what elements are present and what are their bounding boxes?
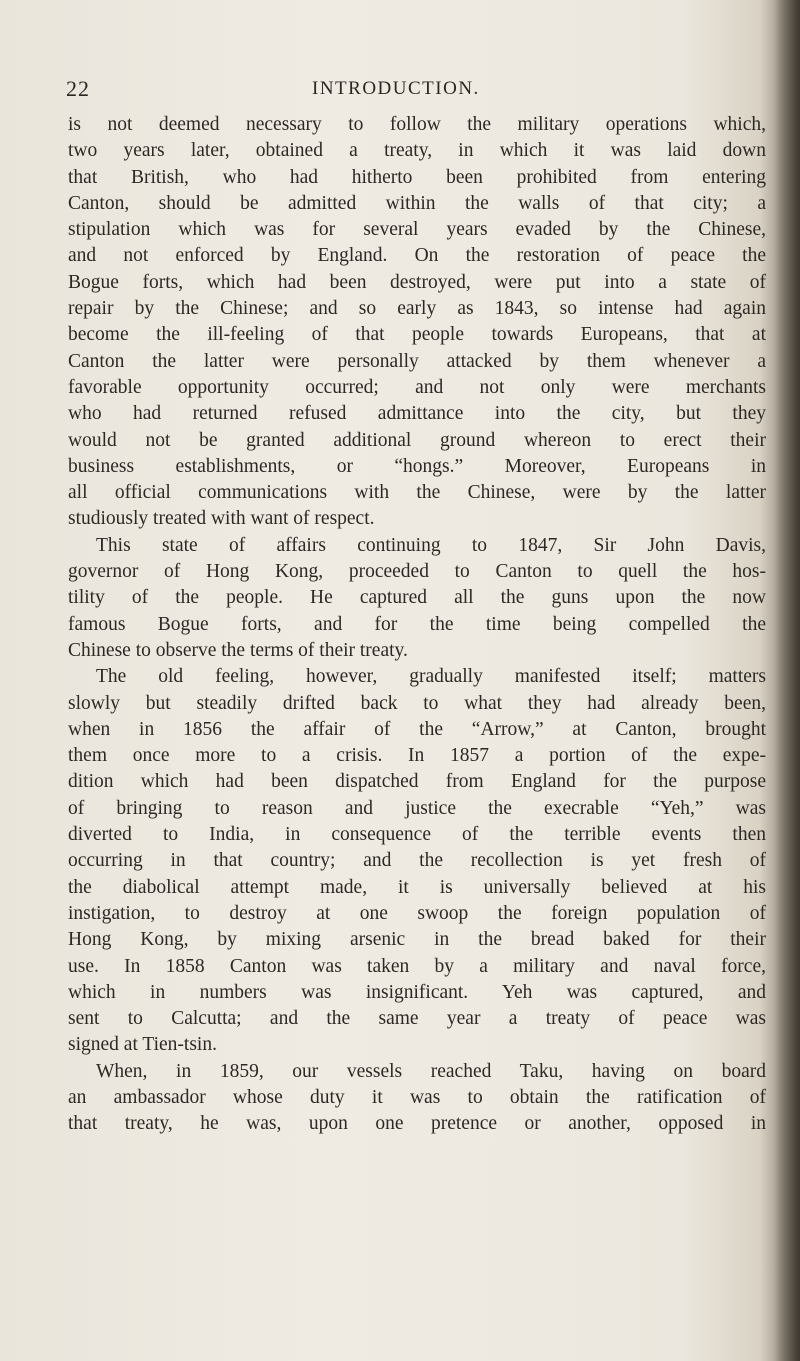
text-line: Canton, should be admitted within the walls of that city; a bbox=[68, 192, 766, 214]
text-line: dition which had been dispatched from England for the purpose bbox=[68, 771, 766, 793]
text-line: which in numbers was insignificant. Yeh was captured, and bbox=[68, 981, 766, 1003]
text-line: slowly but steadily drifted back to what they had already been, bbox=[68, 692, 766, 714]
body-text bbox=[68, 112, 766, 1138]
text-line: Canton the latter were personally attacked by them whenever a bbox=[68, 350, 766, 372]
page-number: 22 bbox=[66, 76, 90, 101]
text-line: who had returned refused admittance into the city, but they bbox=[68, 403, 766, 425]
text-line: famous Bogue forts, and for the time being compelled the bbox=[68, 613, 766, 635]
page-header bbox=[0, 76, 800, 110]
text-line: would not be granted additional ground whereon to erect their bbox=[68, 429, 766, 451]
text-line: the diabolical attempt made, it is universally believed at his bbox=[68, 876, 766, 898]
text-line: When, in 1859, our vessels reached Taku, having on board bbox=[96, 1060, 766, 1082]
text-line: This state of affairs continuing to 1847, Sir John Davis, bbox=[96, 534, 766, 556]
text-line: is not deemed necessary to follow the military operations which, bbox=[68, 114, 766, 135]
text-line: them once more to a crisis. In 1857 a portion of the expe- bbox=[68, 745, 766, 767]
text-line: that British, who had hitherto been prohibited from entering bbox=[68, 166, 766, 188]
text-line: Hong Kong, by mixing arsenic in the bread baked for their bbox=[68, 929, 766, 951]
text-line: use. In 1858 Canton was taken by a military and naval force, bbox=[68, 955, 766, 977]
page-edge-shadow bbox=[774, 0, 800, 1361]
text-line: diverted to India, in consequence of the terrible events then bbox=[68, 824, 766, 846]
text-line: tility of the people. He captured all the guns upon the now bbox=[68, 587, 766, 609]
text-line: become the ill-feeling of that people towards Europeans, that at bbox=[68, 324, 766, 346]
text-line: Bogue forts, which had been destroyed, were put into a state of bbox=[68, 271, 766, 293]
text-line: occurring in that country; and the recollection is yet fresh of bbox=[68, 850, 766, 872]
text-line: that treaty, he was, upon one pretence or another, opposed in bbox=[68, 1113, 766, 1135]
text-line: governor of Hong Kong, proceeded to Canton to quell the hos- bbox=[68, 561, 766, 583]
text-line: repair by the Chinese; and so early as 1843, so intense had again bbox=[68, 298, 766, 320]
text-line: signed at Tien-tsin. bbox=[68, 1034, 217, 1056]
text-line: two years later, obtained a treaty, in which it was laid down bbox=[68, 140, 766, 162]
text-line: favorable opportunity occurred; and not only were merchants bbox=[68, 376, 766, 398]
text-line: an ambassador whose duty it was to obtain the ratification of bbox=[68, 1086, 766, 1108]
text-line: sent to Calcutta; and the same year a treaty of peace was bbox=[68, 1008, 766, 1030]
text-line: stipulation which was for several years evaded by the Chinese, bbox=[68, 219, 766, 241]
text-line: Chinese to observe the terms of their treaty. bbox=[68, 639, 408, 661]
text-line: and not enforced by England. On the restoration of peace the bbox=[68, 245, 766, 267]
text-line: The old feeling, however, gradually manifested itself; matters bbox=[96, 666, 766, 688]
text-line: studiously treated with want of respect. bbox=[68, 508, 375, 530]
text-line: business establishments, or “hongs.” Moreover, Europeans in bbox=[68, 455, 766, 477]
text-line: when in 1856 the affair of the “Arrow,” at Canton, brought bbox=[68, 718, 766, 740]
text-line: instigation, to destroy at one swoop the foreign population of bbox=[68, 902, 766, 924]
text-line: all official communications with the Chinese, were by the latter bbox=[68, 482, 766, 504]
text-line: of bringing to reason and justice the execrable “Yeh,” was bbox=[68, 797, 766, 819]
running-head: INTRODUCTION. bbox=[312, 78, 480, 99]
